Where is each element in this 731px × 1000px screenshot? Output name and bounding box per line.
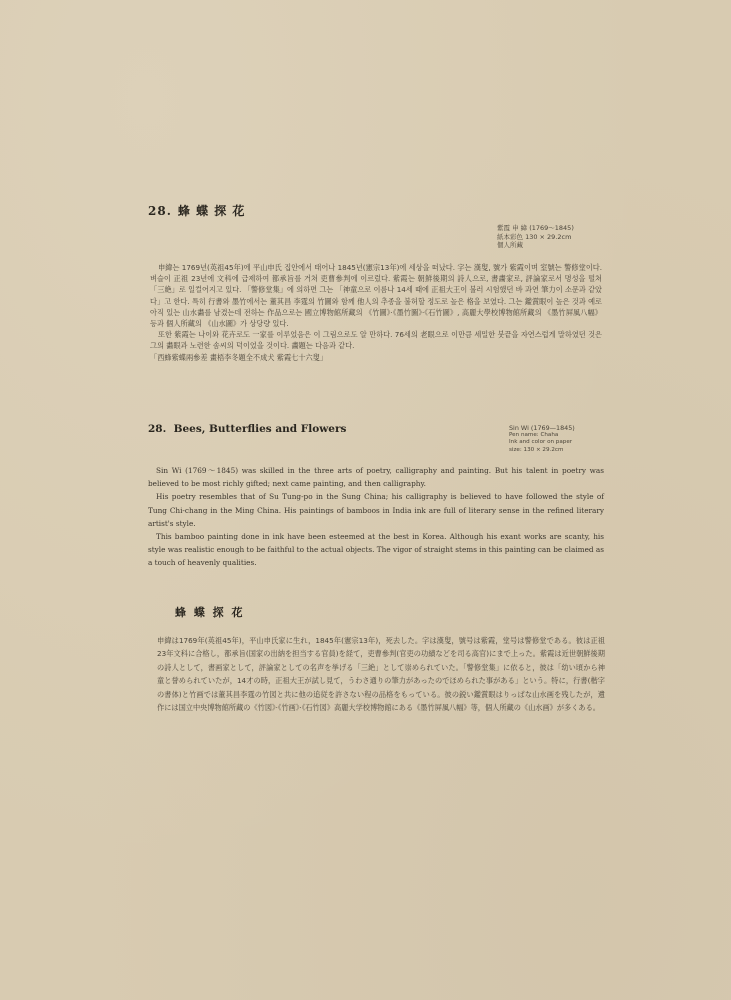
english-meta-medium: Ink and color on paper xyxy=(509,439,573,446)
korean-meta-artist: 紫霞 申 緯 (1769～1845) xyxy=(497,224,574,232)
korean-meta-medium: 紙本彩色 130 × 29.2cm xyxy=(497,232,572,241)
english-title-text: Bees, Butterflies and Flowers xyxy=(173,423,347,435)
korean-inscription: 「西蜂紫蝶兩參差 畫梧李冬題全不成犬 紫霞七十六叟」 xyxy=(150,352,328,362)
japanese-title: 蜂 蝶 探 花 xyxy=(175,606,245,619)
korean-paragraph: 申緯는 1769년(英祖45年)에 平山申氏 집안에서 태어나 1845년(憲宗13年)에 세상을 떠났다. 字는 漢叟, 號가 紫霞이며 室號는 警修堂이다. 벼슬이 正祖 23년에 文科에 급제하여 都承旨를 거쳐 吏曹參判에 이르렀다. 紫霞는 朝鮮後期의 詩人으로, 書畵家로, 評論家로서 명성을 떨쳐 「三絶」로 일컬어지고 있다. 「警修堂集」에 의하면 그는 「神童으로 이름나 14세 때에 正祖大王이 불러 시험했던 바 과연 筆力이 소문과 같았다」고 한다. 특히 行書와 墨竹에서는 董其昌 李霆의 竹圖와 함께 他人의 추종을 불허할 정도로 높은 格을 보였다. 그는 鑑賞眼이 높은 것과 예로 아직 있는 山水畵를 남겼는데 전하는 作品으로는 國立博物館所藏의 《竹圖》·《墨竹圖》·《石竹圖》, 高麗大學校博物館所藏의 《墨竹屛風八幅》등과 個人所藏의 《山水圖》가 상당량 있다. xyxy=(150,263,602,329)
english-meta-pen-name: Pen name: Chaha xyxy=(509,432,559,439)
english-artwork-meta xyxy=(509,425,575,454)
english-meta-artist: Sin Wi (1769—1845) xyxy=(509,424,575,432)
english-title-number: 28. xyxy=(148,423,167,435)
korean-body xyxy=(150,262,602,363)
korean-title-number: 28. xyxy=(148,204,172,218)
japanese-body xyxy=(157,634,605,714)
japanese-paragraph: 申緯は1769年(英祖45年)，平山申氏家に生れ，1845年(憲宗13年)，死去した。字は漢叟，號号は紫霞，堂号は警修堂である。彼は正祖23年文科に合格し，都承旨(国家の出納を担当する官員)を経て，吏曹參判(官吏の功績などを司る高官)にまで上った。紫霞は近世朝鮮後期の詩人として，書画家として，評論家としての名声を挙げる「三絶」として崇められていた。「警修堂集」に依ると，彼は「幼い頃から神童と誉められていたが，14才の時，正祖大王が試し見て，うわさ通りの筆力があったのでほめられた事がある」という。特に，行書(楷字の書体)と竹画では董其昌李霆の竹図と共に他の追従を許さない程の品格をもっている。彼の鋭い鑑賞眼はりっぱな山水画を残したが，遺作には国立中央博物館所藏の《竹図》·《竹画》·《石竹図》高麗大学校博物館にある《墨竹屛風八幅》等，個人所藏の《山水画》が多くある。 xyxy=(157,636,605,713)
english-meta-size: size: 130 × 29.2cm xyxy=(509,446,564,453)
korean-title xyxy=(148,202,245,219)
english-title xyxy=(148,423,346,435)
english-paragraph: This bamboo painting done in ink have been esteemed at the best in Korea. Although his exant works are scanty, his style was realistic enough to be faithful to the actual objects. The vigor of straight stems in this painting can be claimed as a touch of heavenly qualities. xyxy=(148,532,604,568)
english-body xyxy=(148,464,604,570)
korean-paragraph: 또한 紫霞는 나이와 花卉로도 一家를 이루었음은 이 그림으로도 알 만하다. 76세의 老眼으로 이만큼 세밀한 붓끝을 자연스럽게 말하였던 것은 그의 畵眼과 노련한 솜씨의 덕이었을 것이다. 畵題는 다음과 같다. xyxy=(150,330,602,351)
korean-title-text: 蜂 蝶 探 花 xyxy=(177,204,246,218)
korean-artwork-meta xyxy=(497,224,574,250)
english-paragraph: Sin Wi (1769～1845) was skilled in the three arts of poetry, calligraphy and painting. But his talent in poetry was believed to be most richly gifted; next came painting, and then calligraphy. xyxy=(148,466,604,489)
korean-meta-collection: 個人所藏 xyxy=(497,241,523,249)
english-paragraph: His poetry resembles that of Su Tung-po in the Sung China; his calligraphy is believed to have followed the style of Tung Chi-chang in the Ming China. His paintings of bamboos in India ink are full of literary sense in the refined literary artist's style. xyxy=(148,492,604,528)
